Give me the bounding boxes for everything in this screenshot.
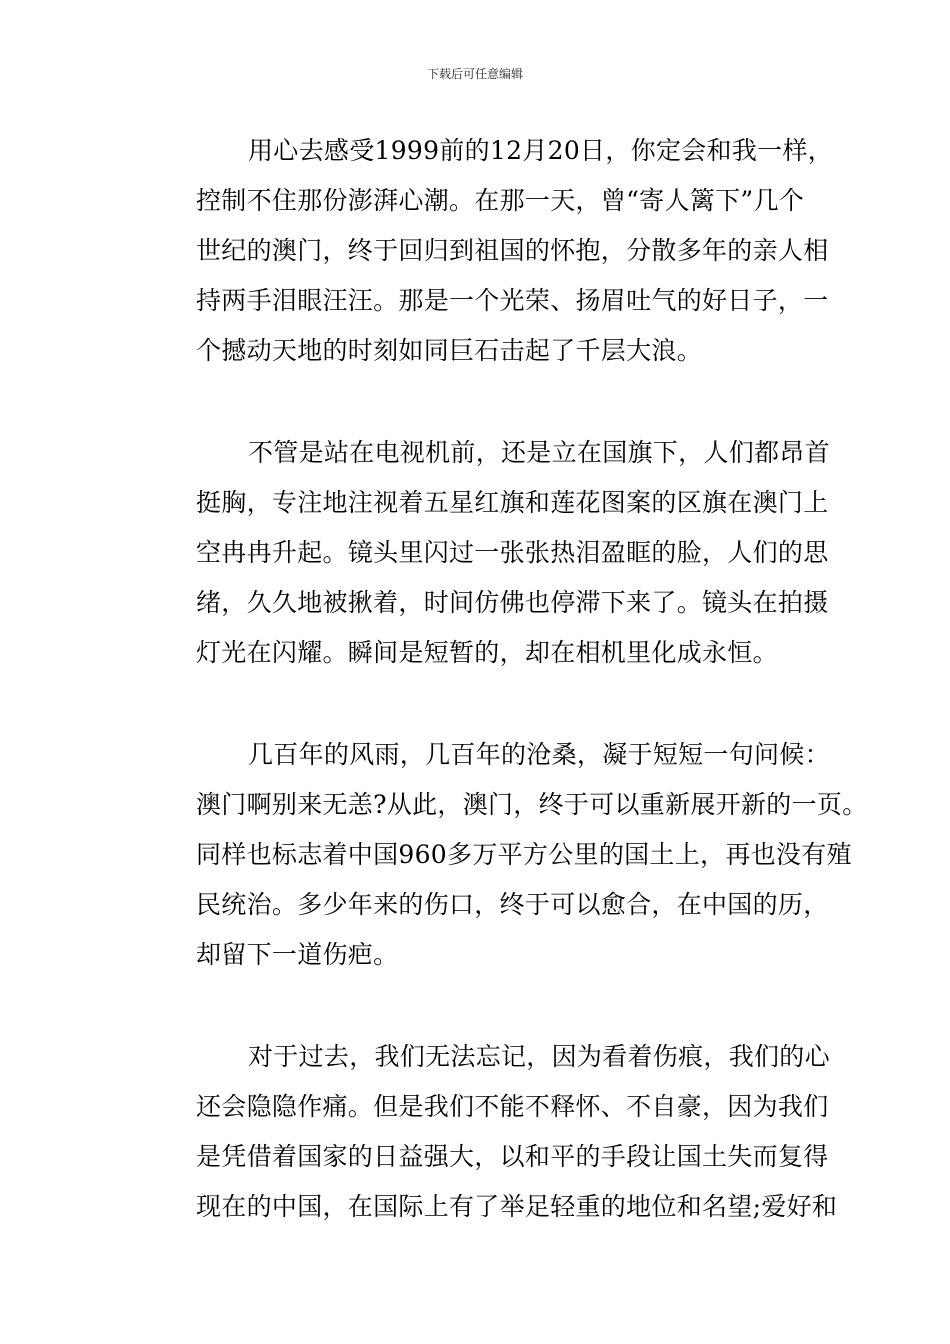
text-line: 挺胸，专注地注视着五星红旗和莲花图案的区旗在澳门上 (196, 488, 829, 517)
paragraph-3 (146, 730, 868, 980)
text-line: 还会隐隐作痛。但是我们不能不释怀、不自豪，因为我们 (196, 1092, 829, 1121)
text-line: 不管是站在电视机前，还是立在国旗下，人们都昂首 (248, 438, 830, 467)
text-line: 持两手泪眼汪汪。那是一个光荣、扬眉吐气的好日子，一 (196, 286, 829, 315)
text-line: 却留下一道伤疤。 (196, 940, 399, 969)
text-line: 现在的中国，在国际上有了举足轻重的地位和名望;爱好和 (196, 1192, 838, 1221)
text-line: 澳门啊别来无恙?从此，澳门，终于可以重新展开新的一页。 (196, 790, 868, 819)
document-body (146, 126, 868, 1284)
page-header: 下载后可任意编辑 (426, 67, 523, 81)
text-line: 个撼动天地的时刻如同巨石击起了千层大浪。 (196, 336, 703, 365)
text-line: 灯光在闪耀。瞬间是短暂的，却在相机里化成永恒。 (196, 638, 778, 667)
text-line: 世纪的澳门，终于回归到祖国的怀抱，分散多年的亲人相 (196, 236, 829, 265)
text-line: 控制不住那份澎湃心潮。在那一天，曾“寄人篱下”几个 (196, 186, 805, 215)
text-line: 同样也标志着中国960多万平方公里的国土上，再也没有殖 (196, 840, 852, 869)
text-line: 对于过去，我们无法忘记，因为看着伤痕，我们的心 (248, 1042, 830, 1071)
text-line: 民统治。多少年来的伤口，终于可以愈合，在中国的历， (196, 890, 829, 919)
text-line: 空冉冉升起。镜头里闪过一张张热泪盈眶的脸，人们的思 (196, 538, 829, 567)
paragraph-2 (146, 428, 830, 678)
text-line: 用心去感受1999前的12月20日，你定会和我一样， (248, 136, 834, 165)
text-line: 绪，久久地被揪着，时间仿佛也停滞下来了。镜头在拍摄 (196, 588, 829, 617)
paragraph-1 (146, 126, 834, 376)
text-line: 几百年的风雨，几百年的沧桑，凝于短短一句问候： (248, 740, 830, 769)
paragraph-4 (146, 1032, 838, 1232)
text-line: 是凭借着国家的日益强大，以和平的手段让国土失而复得 (196, 1142, 829, 1171)
